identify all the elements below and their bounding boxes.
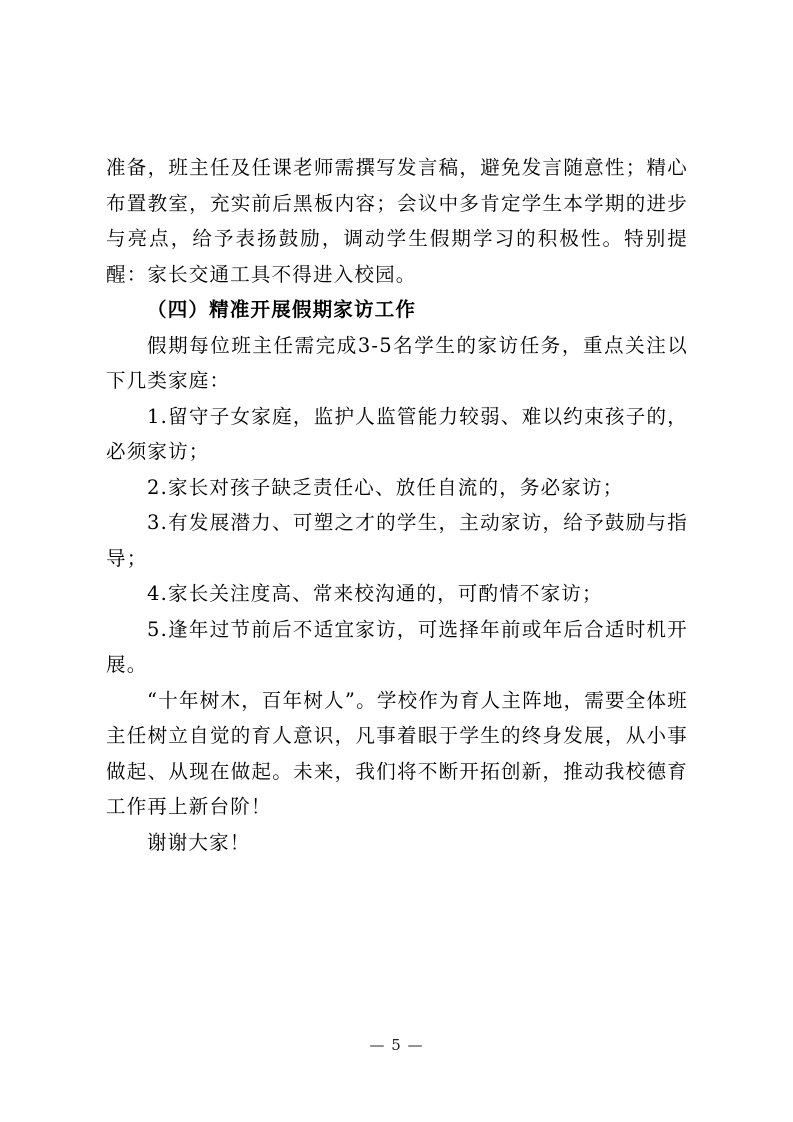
paragraph-continuation: 准备，班主任及任课老师需撰写发言稿，避免发言随意性；精心布置教室，充实前后黑板内容；会议中多肯定学生本学期的进步与亮点，给予表扬鼓励，调动学生假期学习的积极性。特别提醒：家长交通工具不得进入校园。: [106, 156, 688, 286]
paragraph-thanks: 谢谢大家！: [147, 830, 251, 854]
list-item-2: 2.家长对孩子缺乏责任心、放任自流的，务必家访；: [147, 475, 624, 499]
list-item-1: 1.留守子女家庭，监护人监管能力较弱、难以约束孩子的，必须家访；: [106, 404, 688, 463]
section-heading: （四）精准开展假期家访工作: [147, 298, 417, 321]
list-item-3: 3.有发展潜力、可塑之才的学生，主动家访，给予鼓励与指导；: [106, 511, 688, 570]
list-item-4: 4.家长关注度高、常来校沟通的，可酌情不家访；: [147, 582, 603, 605]
paragraph-conclusion: “十年树木，百年树人”。学校作为育人主阵地，需要全体班主任树立自觉的育人意识，凡事着眼于学生的终身发展，从小事做起、从现在做起。未来，我们将不断开拓创新，推动我校德育工作再上新台阶！: [106, 688, 688, 818]
page-number: — 5 —: [369, 1036, 424, 1054]
list-item-5: 5.逢年过节前后不适宜家访，可选择年前或年后合适时机开展。: [106, 617, 688, 676]
document-body: [106, 150, 688, 860]
paragraph-home-visit-intro: 假期每位班主任需完成3-5名学生的家访任务，重点关注以下几类家庭：: [106, 333, 688, 392]
